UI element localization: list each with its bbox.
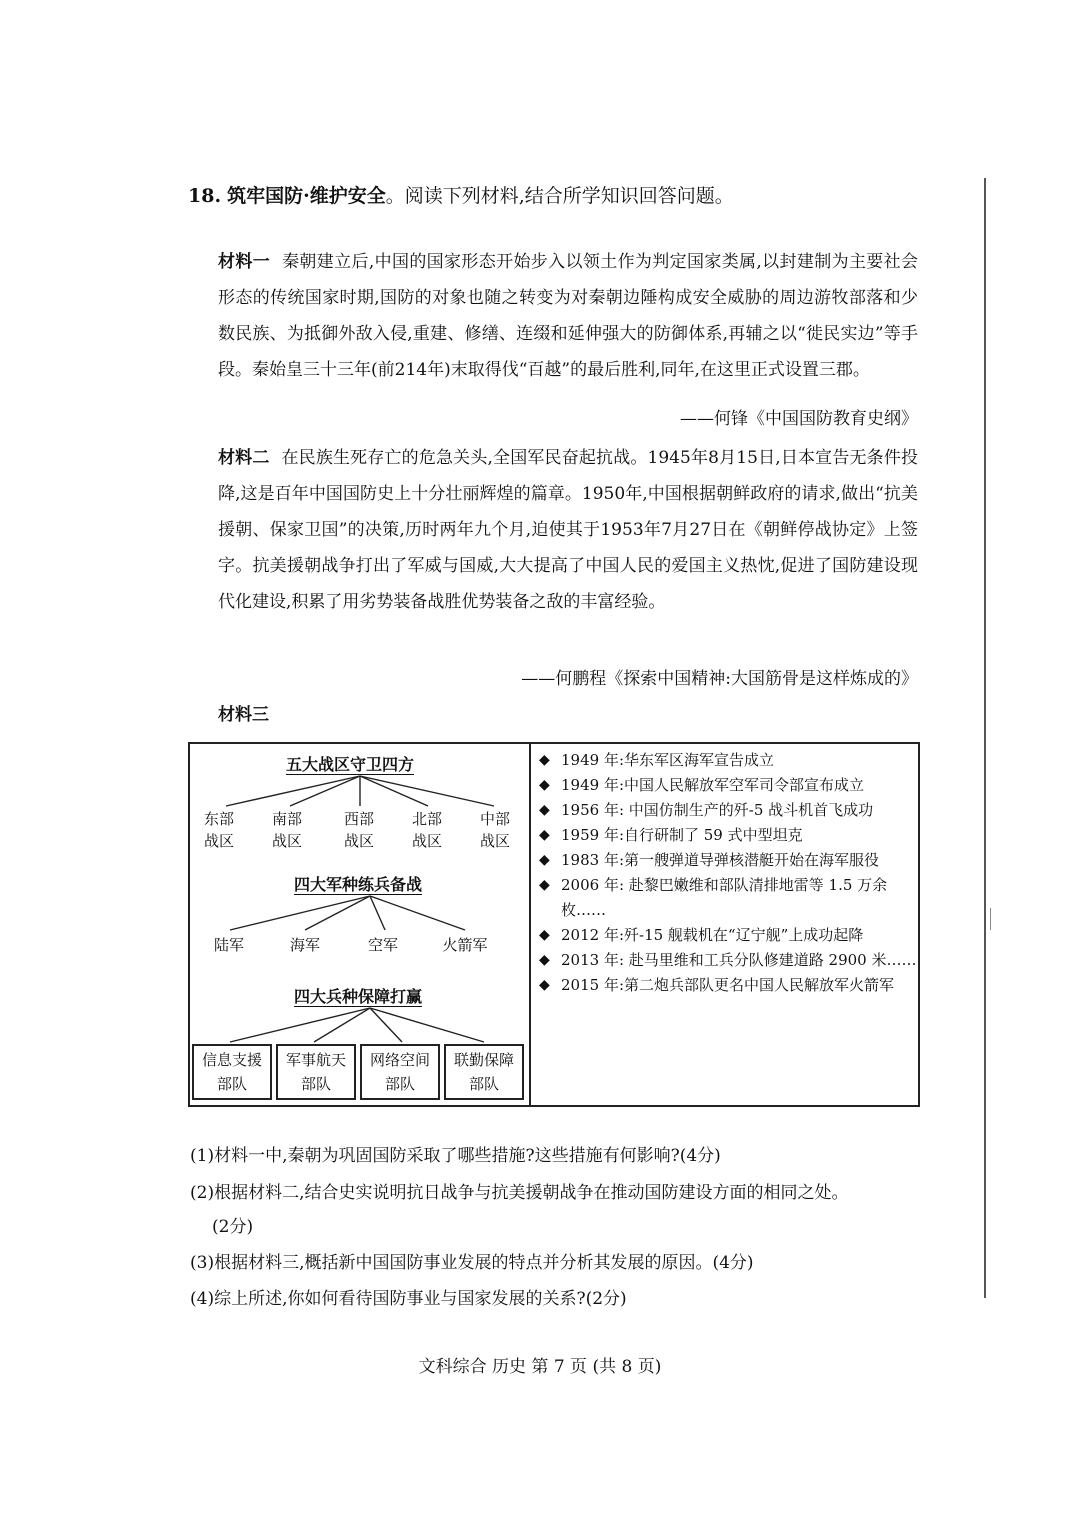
unit-logistics	[444, 1044, 524, 1100]
timeline-item	[535, 923, 919, 948]
diamond-bullet-icon: ◆	[539, 927, 550, 943]
timeline-text: 2013 年: 赴马里维和工兵分队修建道路 2900 米……	[561, 951, 917, 969]
sub-question-2-points: (2分)	[212, 1217, 254, 1237]
zone-north	[404, 808, 450, 852]
sub-question-2: (2)根据材料二,结合史实说明抗日战争与抗美援朝战争在推动国防建设方面的相同之处。	[190, 1183, 849, 1203]
zone-east-line1: 东部	[203, 810, 234, 828]
timeline-item	[535, 798, 919, 823]
zone-west-line2: 战区	[343, 832, 374, 850]
material3-label: 材料三	[218, 705, 269, 725]
timeline-item	[535, 748, 919, 773]
zone-south-line1: 南部	[271, 810, 302, 828]
material1-label: 材料一	[218, 252, 271, 272]
material1-paragraph	[218, 244, 918, 388]
zone-central-line1: 中部	[479, 810, 510, 828]
page-footer: 文科综合 历史 第 7 页 (共 8 页)	[418, 1357, 662, 1377]
timeline-item	[535, 973, 919, 998]
diagram-title-war-zones: 五大战区守卫四方	[286, 755, 415, 774]
timeline-text: 1949 年:中国人民解放军空军司令部宣布成立	[561, 776, 864, 794]
zone-south	[264, 808, 310, 852]
material1-text: 秦朝建立后,中国的国家形态开始步入以领土作为判定国家类属,以封建制为主要社会形态的传统国家时期,国防的对象也随之转变为对秦朝边陲构成安全威胁的周边游牧部落和少数民族、为抵御外敌入侵,重建、修缮、连缀和延伸强大的防御体系,再辅之以“徙民实边”等手段。秦始皇三十三年(前214年)末取得伐“百越”的最后胜利,同年,在这里正式设置三郡。	[218, 252, 919, 380]
question-instruction: 。阅读下列材料,结合所学知识回答问题。	[385, 185, 734, 207]
timeline-list	[535, 748, 919, 998]
timeline-item	[535, 773, 919, 798]
zone-north-line1: 北部	[411, 810, 442, 828]
diagram-title-services: 四大军种练兵备战	[294, 875, 423, 894]
diamond-bullet-icon: ◆	[539, 977, 550, 993]
question-number: 18.	[188, 185, 222, 207]
zone-north-line2: 战区	[411, 832, 442, 850]
unit-cyberspace-line2: 部队	[384, 1075, 415, 1093]
timeline-text: 2015 年:第二炮兵部队更名中国人民解放军火箭军	[561, 976, 894, 994]
service-navy: 海军	[289, 936, 320, 954]
material2-paragraph	[218, 440, 918, 620]
timeline-text: 2006 年: 赴黎巴嫩维和部队清排地雷等 1.5 万余枚……	[561, 876, 888, 919]
question-heading	[188, 181, 734, 208]
sub-question-3: (3)根据材料三,概括新中国国防事业发展的特点并分析其发展的原因。(4分)	[190, 1253, 754, 1273]
material2-source: ——何鹏程《探索中国精神:大国筋骨是这样炼成的》	[521, 669, 918, 689]
diamond-bullet-icon: ◆	[539, 752, 550, 768]
timeline-text: 1956 年: 中国仿制生产的歼-5 战斗机首飞成功	[561, 801, 874, 819]
margin-tick	[990, 908, 991, 930]
unit-info-support	[192, 1044, 272, 1100]
zone-south-line2: 战区	[271, 832, 302, 850]
material2-label: 材料二	[218, 448, 270, 468]
margin-binding-line	[984, 178, 986, 1298]
diagram-title-arms: 四大兵种保障打赢	[294, 987, 423, 1006]
timeline-text: 1983 年:第一艘弹道导弹核潜艇开始在海军服役	[561, 851, 879, 869]
diamond-bullet-icon: ◆	[539, 952, 550, 968]
diamond-bullet-icon: ◆	[539, 802, 550, 818]
timeline-item	[535, 823, 919, 848]
service-rocket-force: 火箭军	[442, 936, 488, 954]
timeline-item	[535, 873, 919, 923]
zone-central-line2: 战区	[479, 832, 510, 850]
zone-west	[336, 808, 382, 852]
unit-aerospace	[276, 1044, 356, 1100]
sub-question-4: (4)综上所述,你如何看待国防事业与国家发展的关系?(2分)	[190, 1289, 627, 1309]
diamond-bullet-icon: ◆	[539, 827, 550, 843]
zone-central	[472, 808, 518, 852]
material3-box	[188, 742, 920, 1107]
diamond-bullet-icon: ◆	[539, 852, 550, 868]
diamond-bullet-icon: ◆	[539, 877, 550, 893]
zone-east-line2: 战区	[203, 832, 234, 850]
unit-info-support-line2: 部队	[216, 1075, 247, 1093]
unit-logistics-line2: 部队	[468, 1075, 499, 1093]
service-army: 陆军	[213, 936, 244, 954]
zone-east	[196, 808, 242, 852]
service-air-force: 空军	[367, 936, 398, 954]
timeline-text: 1959 年:自行研制了 59 式中型坦克	[561, 826, 803, 844]
timeline-text: 2012 年:歼-15 舰载机在“辽宁舰”上成功起降	[561, 926, 864, 944]
timeline-text: 1949 年:华东军区海军宣告成立	[561, 751, 774, 769]
unit-logistics-line1: 联勤保障	[453, 1051, 514, 1069]
material1-source: ——何锋《中国国防教育史纲》	[680, 409, 918, 429]
unit-aerospace-line2: 部队	[300, 1075, 331, 1093]
zone-west-line1: 西部	[343, 810, 374, 828]
question-title: 筑牢国防·维护安全	[227, 185, 386, 207]
unit-cyberspace-line1: 网络空间	[369, 1051, 430, 1069]
unit-info-support-line1: 信息支援	[201, 1051, 262, 1069]
unit-cyberspace	[360, 1044, 440, 1100]
timeline-item	[535, 848, 919, 873]
sub-question-1: (1)材料一中,秦朝为巩固国防采取了哪些措施?这些措施有何影响?(4分)	[190, 1146, 721, 1166]
timeline-item	[535, 948, 919, 973]
diamond-bullet-icon: ◆	[539, 777, 550, 793]
unit-aerospace-line1: 军事航天	[285, 1051, 346, 1069]
material2-text: 在民族生死存亡的危急关头,全国军民奋起抗战。1945年8月15日,日本宣告无条件投降,这是百年中国国防史上十分壮丽辉煌的篇章。1950年,中国根据朝鲜政府的请求,做出“抗美援朝、保家卫国”的决策,历时两年九个月,迫使其于1953年7月27日在《朝鲜停战协定》上签字。抗美援朝战争打出了军威与国威,大大提高了中国人民的爱国主义热忱,促进了国防建设现代化建设,积累了用劣势装备战胜优势装备之敌的丰富经验。	[218, 448, 918, 612]
